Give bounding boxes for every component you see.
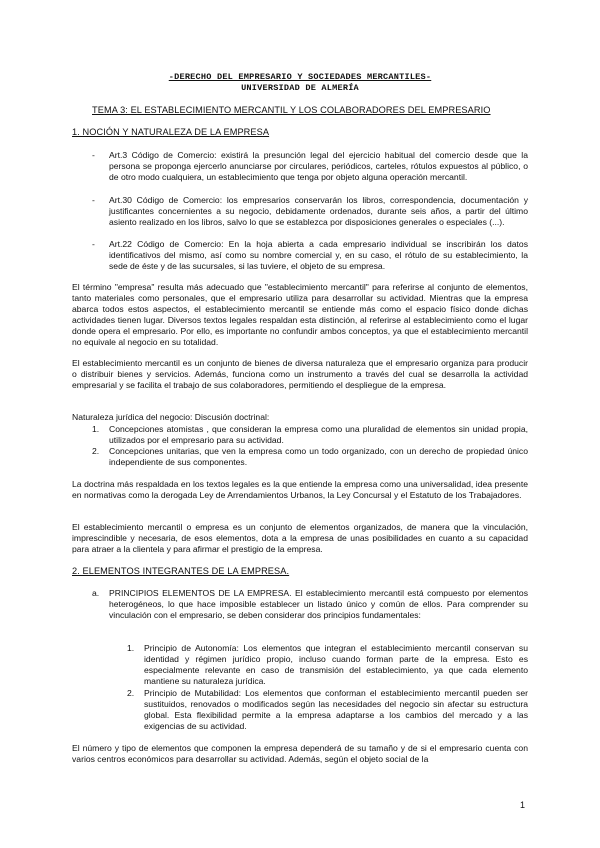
- naturaleza-label: Naturaleza jurídica del negocio: Discusión doctrinal:: [72, 412, 270, 422]
- section-1-title: 1. NOCIÓN Y NATURALEZA DE LA EMPRESA: [72, 127, 270, 137]
- paragraph-empresa-term: El término "empresa" resulta más adecuado que "establecimiento mercantil" para referirse al conjunto de elementos, tanto materiales como personales, que el empresario utiliza para desarrollar su actividad. Mientras que la empresa abarca todos estos aspectos, el establecimiento mercantil se entiende más como el espacio físico donde dichas actividades tienen lugar. Diversos textos legales respaldan esta distinción, al referirse al establecimiento como el lugar donde opera el empresario. Por ello, es importante no confundir ambos conceptos, ya que el establecimiento mercantil no equivale al negocio en su totalidad.: [72, 282, 528, 347]
- bullet-marker: -: [92, 150, 95, 160]
- bullet-marker: -: [92, 239, 95, 249]
- paragraph-doctrina: La doctrina más respaldada en los textos legales es la que entiende la empresa como una universalidad, idea presente en normativas como la derogada Ley de Arrendamientos Urbanos, la Ley Concursal y el Estatuto de los Trabajadores.: [72, 479, 528, 500]
- paragraph-conjunto-elementos: El establecimiento mercantil o empresa es un conjunto de elementos organizados, de manera que la vinculación, imprescindible y necesaria, de esos elementos, dota a la empresa de unas posibilidades en cuanto a su capacidad para atraer a la clientela y para afirmar el prestigio de la empresa.: [72, 522, 528, 554]
- bullet-marker: -: [92, 195, 95, 205]
- principio-autonomia: Principio de Autonomía: Los elementos que integran el establecimiento mercantil conservan su identidad y régimen jurídico propio, incluso cuando forman parte de la empresa. Esto es especialmente relevante en caso de transmisión del establecimiento, ya que cada elemento mantiene su naturaleza jurídica.: [144, 643, 528, 686]
- bullet-art3: Art.3 Código de Comercio: existirá la presunción legal del ejercicio habitual del comercio desde que la persona se proponga ejercerlo anunciarse por circulares, periódicos, carteles, rótulos expuestos al público, o de otro modo cualquiera, un establecimiento que tenga por objeto alguna operación mercantil.: [109, 150, 528, 182]
- document-header-university: UNIVERSIDAD DE ALMERÍA: [241, 83, 359, 93]
- bullet-art30: Art.30 Código de Comercio: los empresarios conservarán los libros, correspondencia, documentación y justificantes concernientes a su negocio, debidamente ordenados, durante seis años, a partir del último asiento realizado en los libros, salvo lo que se establezca por disposiciones generales o especiales (...).: [109, 195, 528, 227]
- concepcion-atomistas: Concepciones atomistas , que consideran la empresa como una pluralidad de elementos sin unidad propia, utilizados por el empresario para su actividad.: [109, 424, 528, 445]
- principio-mutabilidad: Principio de Mutabilidad: Los elementos que conforman el establecimiento mercantil pueden ser sustituidos, renovados o modificados según las necesidades del negocio sin afectar su estructura global. Esta flexibilidad permite a la empresa adaptarse a los cambios del mercado y a las exigencias de su actividad.: [144, 688, 528, 731]
- list-marker: 2.: [92, 446, 100, 456]
- section-2-title: 2. ELEMENTOS INTEGRANTES DE LA EMPRESA.: [72, 566, 290, 576]
- document-header-course: -DERECHO DEL EMPRESARIO Y SOCIEDADES MERCANTILES-: [168, 72, 432, 82]
- list-marker: 1.: [127, 643, 135, 653]
- list-marker: a.: [92, 588, 100, 598]
- page-number: 1: [520, 800, 526, 810]
- concepcion-unitarias: Concepciones unitarias, que ven la empresa como un todo organizado, con un derecho de propiedad único independiente de sus componentes.: [109, 446, 528, 467]
- item-principios-elementos: PRINCIPIOS ELEMENTOS DE LA EMPRESA. El establecimiento mercantil está compuesto por elementos heterogéneos, lo que hace imposible establecer un listado único y común de ellos. Para comprender su vinculación con el empresario, se deben considerar dos principios fundamentales:: [109, 588, 528, 620]
- bullet-art22: Art.22 Código de Comercio: En la hoja abierta a cada empresario individual se inscribirán los datos identificativos del mismo, así como su nombre comercial y, en su caso, el rótulo de su establecimiento, la sede de éste y de las sucursales, si las tuviere, el objeto de su empresa.: [109, 239, 528, 271]
- list-marker: 2.: [127, 688, 135, 698]
- list-marker: 1.: [92, 424, 100, 434]
- paragraph-establecimiento-def: El establecimiento mercantil es un conjunto de bienes de diversa naturaleza que el empresario organiza para producir o distribuir bienes y servicios. Además, funciona como un instrumento a través del cual se desarrolla la actividad empresarial y se facilita el trabajo de sus colaboradores, permitiendo el despliegue de la empresa.: [72, 358, 528, 390]
- tema-title: TEMA 3: EL ESTABLECIMIENTO MERCANTIL Y LOS COLABORADORES DEL EMPRESARIO: [92, 105, 491, 115]
- paragraph-numero-tipo: El número y tipo de elementos que componen la empresa dependerá de su tamaño y de si el empresario cuenta con varios centros económicos para desarrollar su actividad. Además, según el objeto social de la: [72, 743, 528, 764]
